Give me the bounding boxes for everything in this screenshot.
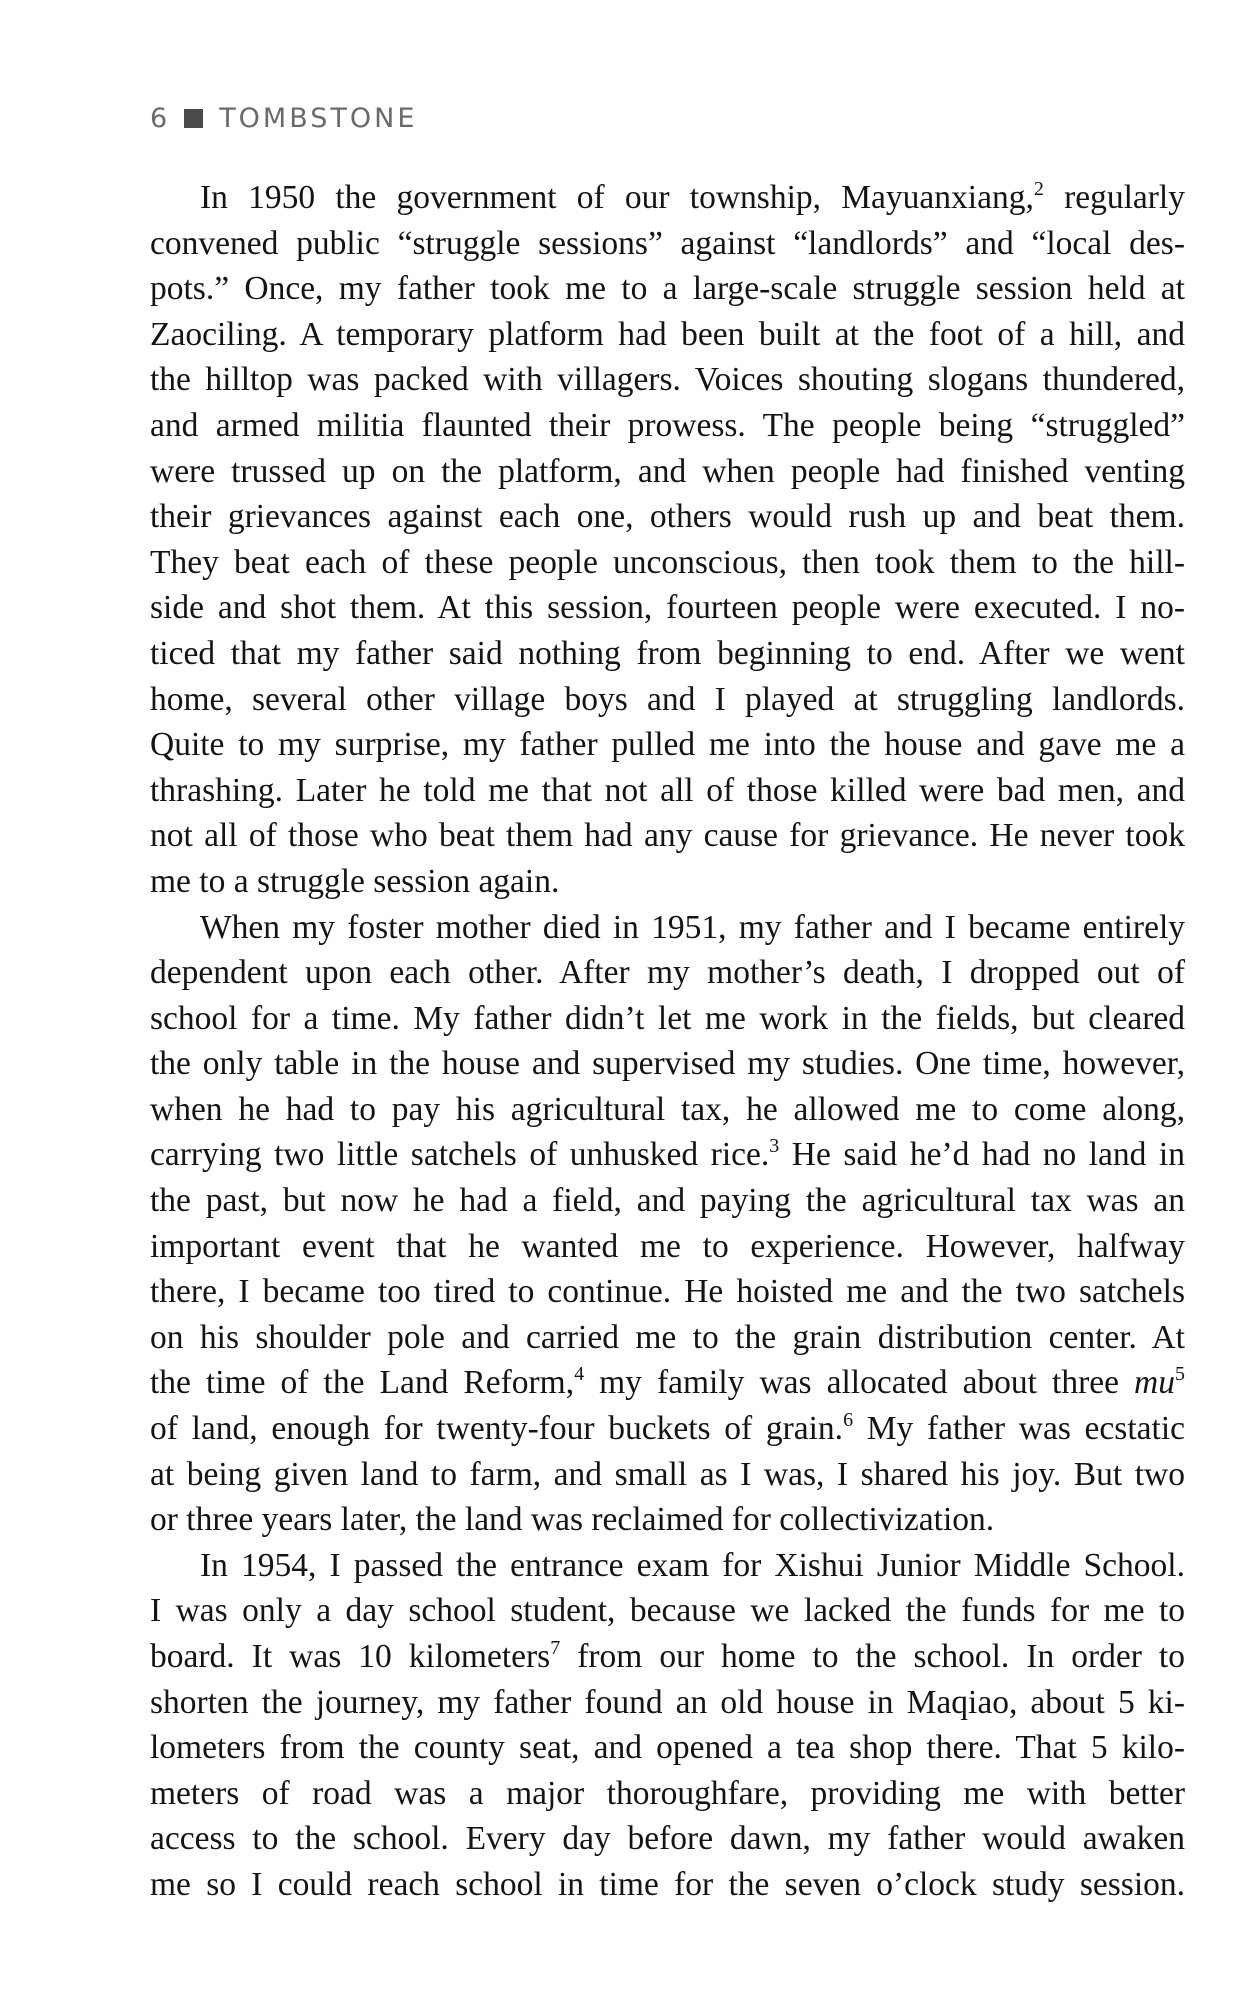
text-line: convened public “struggle sessions” against “landlords” and “local des- [150,224,1185,262]
text-line: school for a time. My father didn’t let me work in the fields, but cleared [150,999,1185,1037]
text-line: the time of the Land Reform,$^4$ my family was allocated about three $mu^5$ [150,1363,1185,1402]
text-line: dependent upon each other. After my mother’s death, I dropped out of [150,954,1185,992]
text-line: When my foster mother died in 1951, my father and I became entirely [200,908,1185,946]
text-line: access to the school. Every day before dawn, my father would awaken [150,1820,1185,1858]
italic-term: mu [1134,1364,1175,1402]
text-line: the past, but now he had a field, and paying the agricultural tax was an [150,1182,1185,1220]
text-line: on his shoulder pole and carried me to the grain distribution center. At [150,1318,1185,1356]
text-line: the hilltop was packed with villagers. Voices shouting slogans thundered, [150,361,1185,399]
text-line: at being given land to farm, and small as I was, I shared his joy. But two [150,1455,1185,1493]
text-line: important event that he wanted me to experience. However, halfway [150,1227,1185,1265]
text-line: In 1954, I passed the entrance exam for Xishui Junior Middle School. [200,1546,1185,1584]
text-line: I was only a day school student, because we lacked the funds for me to [150,1592,1185,1630]
text-line: of land, enough for twenty-four buckets of grain.$^6$ My father was ecstatic [150,1409,1185,1448]
text-line: not all of those who beat them had any cause for grievance. He never took [150,817,1185,855]
footnote-marker: 4 [574,1363,585,1386]
text-line: ticed that my father said nothing from beginning to end. After we went [150,634,1185,672]
text-line: pots.” Once, my father took me to a large-scale struggle session held at [150,270,1185,308]
text-line: their grievances against each one, others would rush up and beat them. [150,498,1185,536]
text-line: the only table in the house and supervised my studies. One time, however, [150,1045,1185,1083]
text-line: They beat each of these people unconscious, then took them to the hill- [150,543,1185,581]
footnote-marker: 7 [550,1637,561,1659]
text-line: In 1950 the government of our township, Mayuanxiang,$^2$ regularly [200,178,1185,216]
footnote-marker: 6 [843,1409,854,1432]
text-line: Zaociling. A temporary platform had been built at the foot of a hill, and [150,315,1185,353]
text-line: meters of road was a major thoroughfare, providing me with better [150,1774,1185,1812]
text-line: when he had to pay his agricultural tax, he allowed me to come along, [150,1090,1185,1128]
book-title: TOMBSTONE [219,103,418,134]
text-line: Quite to my surprise, my father pulled me into the house and gave me a [150,726,1185,764]
running-head [150,103,417,134]
text-line: side and shot them. At this session, fourteen people were executed. I no- [150,589,1185,627]
body-text [150,175,1185,1908]
text-line: me so I could reach school in time for the seven o’clock study session. [150,1865,1185,1903]
text-line: carrying two little satchels of unhusked rice.$^3$ He said he’d had no land in [150,1135,1185,1174]
text-line: me to a struggle session again. [150,862,560,900]
footnote-marker: 3 [769,1135,780,1158]
footnote-marker: 5 [1175,1363,1185,1386]
text-line: thrashing. Later he told me that not all of those killed were bad men, and [150,771,1185,809]
text-line: lometers from the county seat, and opened a tea shop there. That 5 kilo- [150,1729,1185,1767]
text-line: board. It was 10 kilometers$^7$ from our home to the school. In order to [150,1637,1185,1675]
square-ornament-icon [184,109,203,128]
text-line: or three years later, the land was reclaimed for collectivization. [150,1501,995,1539]
page-number: 6 [150,103,171,134]
text-line: shorten the journey, my father found an old house in Maqiao, about 5 ki- [150,1683,1185,1721]
text-line: were trussed up on the platform, and when people had finished venting [150,452,1185,490]
footnote-marker: 2 [1033,178,1044,200]
text-line: and armed militia flaunted their prowess. The people being “struggled” [150,406,1185,444]
text-line: home, several other village boys and I played at struggling landlords. [150,680,1185,718]
text-line: there, I became too tired to continue. He hoisted me and the two satchels [150,1273,1185,1311]
